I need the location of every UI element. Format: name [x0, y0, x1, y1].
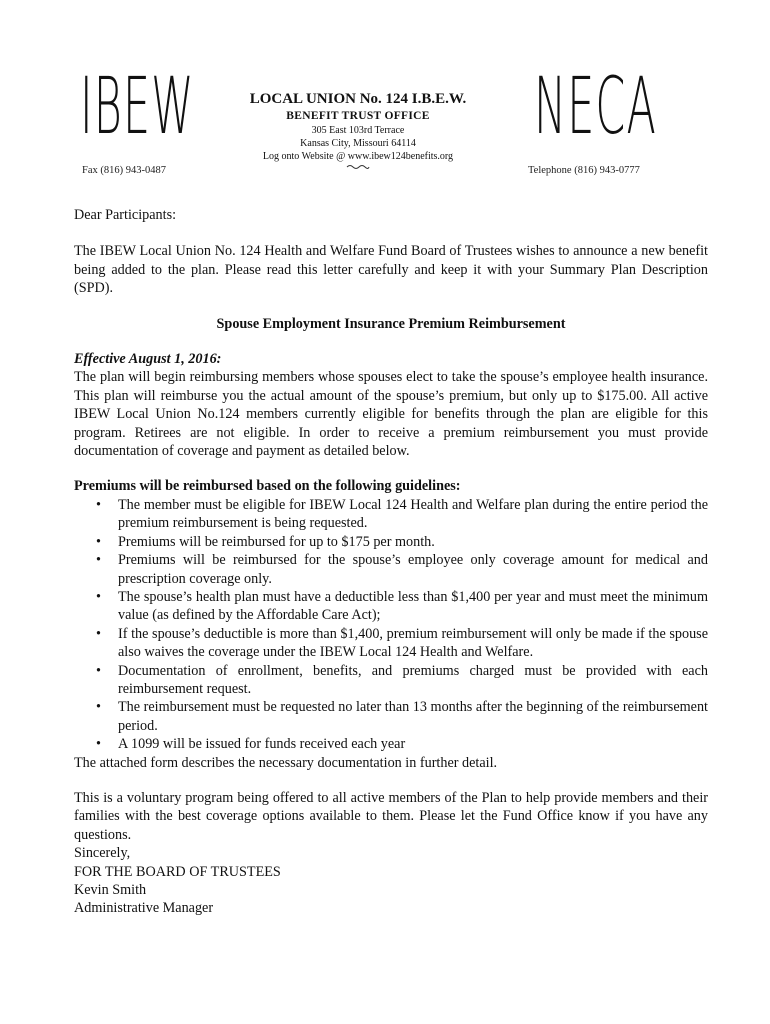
effective-paragraph: The plan will begin reimbursing members whose spouses elect to take the spouse’s employee health insurance. This plan will reimburse you the actual amount of the spouse’s premium, but only up to $175.00. All active IBEW Local Union No.124 members currently eligible for benefits through the plan are eligible for this program. Retirees are not eligible. In order to receive a premium reimbursement you must provide documentation of coverage and payment as detailed below.: [74, 369, 708, 460]
letter-body: [74, 206, 708, 918]
website-line: Log onto Website @ www.ibew124benefits.org: [262, 151, 454, 162]
address-line-2: Kansas City, Missouri 64114: [300, 138, 416, 149]
guidelines-heading: Premiums will be reimbursed based on the following guidelines:: [74, 478, 461, 495]
guideline-item: • Premiums will be reimbursed for the spouse’s employee only coverage amount for medical and prescription coverage only.: [74, 551, 708, 588]
union-name: LOCAL UNION No. 124 I.B.E.W.: [249, 91, 467, 107]
guideline-item: • The reimbursement must be requested no later than 13 months after the beginning of the reimbursement period.: [74, 698, 708, 735]
guideline-item: • The spouse’s health plan must have a deductible less than $1,400 per year and must meet the minimum value (as defined by the Affordable Care Act);: [74, 588, 708, 625]
effective-date: Effective August 1, 2016:: [74, 351, 222, 368]
ibew-logo: IBEW: [80, 62, 195, 152]
intro-paragraph: The IBEW Local Union No. 124 Health and Welfare Fund Board of Trustees wishes to announce a new benefit being added to the plan. Please read this letter carefully and keep it with your Summary Plan Description (SPD).: [74, 243, 708, 297]
attached-form-note: The attached form describes the necessary documentation in further detail.: [74, 754, 498, 771]
address-line-1: 305 East 103rd Terrace: [311, 125, 405, 136]
guideline-item: • The member must be eligible for IBEW Local 124 Health and Welfare plan during the entire period the premium reimbursement is being requested.: [74, 496, 708, 533]
signer-name: Kevin Smith: [74, 882, 147, 898]
guideline-item: • A 1099 will be issued for funds received each year: [74, 735, 708, 753]
union-bug-mark: [346, 164, 370, 170]
letterhead: [230, 90, 486, 170]
fax-number: Fax (816) 943-0487: [82, 165, 166, 176]
telephone-number: Telephone (816) 943-0777: [528, 165, 640, 176]
closing-paragraph: This is a voluntary program being offered to all active members of the Plan to help provide members and their families with the best coverage options available to them. Please let the Fund Office know if you have any questions.: [74, 789, 708, 843]
neca-logo: NECA: [534, 62, 657, 152]
salutation: Dear Participants:: [74, 207, 177, 223]
guideline-item: • If the spouse’s deductible is more than $1,400, premium reimbursement will only be made if the spouse also waives the coverage under the IBEW Local 124 Health and Welfare.: [74, 625, 708, 662]
sign-off: Sincerely,: [74, 845, 131, 862]
guideline-item: • Premiums will be reimbursed for up to $175 per month.: [74, 533, 708, 551]
board-name: FOR THE BOARD OF TRUSTEES: [74, 863, 281, 880]
guidelines-list: [74, 496, 708, 754]
section-heading: Spouse Employment Insurance Premium Reimbursement: [216, 315, 566, 332]
office-name: BENEFIT TRUST OFFICE: [286, 110, 430, 122]
signer-title: Administrative Manager: [74, 900, 214, 917]
guideline-item: • Documentation of enrollment, benefits, and premiums charged must be provided with each reimbursement request.: [74, 662, 708, 699]
